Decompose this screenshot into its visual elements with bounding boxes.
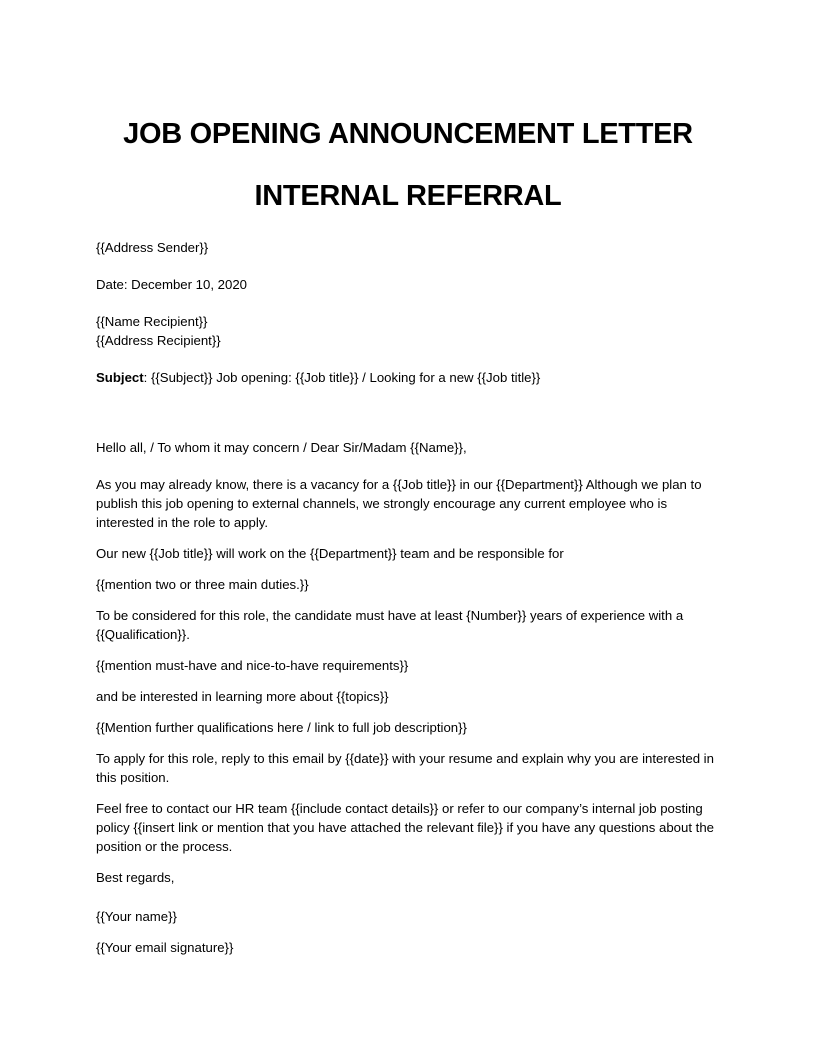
document-title: JOB OPENING ANNOUNCEMENT LETTER <box>123 118 693 150</box>
paragraph-qualifications: {{Mention further qualifications here / link to full job description}} <box>96 720 467 735</box>
letter-body <box>96 238 726 957</box>
paragraph-experience: To be considered for this role, the candidate must have at least {Number}} years of experience with a {{Qualification}}. <box>96 608 684 642</box>
closing: Best regards, <box>96 870 175 885</box>
paragraph-contact: Feel free to contact our HR team {{include contact details}} or refer to our company’s internal job posting policy {{insert link or mention that you have attached the relevant file}} if you have any questions about the position or the process. <box>96 801 715 854</box>
document-subtitle: INTERNAL REFERRAL <box>254 180 562 212</box>
signature-name: {{Your name}} <box>96 909 177 924</box>
subject-text: : {{Subject}} Job opening: {{Job title}} / Looking for a new {{Job title}} <box>143 370 541 385</box>
letter-date: Date: December 10, 2020 <box>96 277 248 292</box>
paragraph-requirements: {{mention must-have and nice-to-have requirements}} <box>96 658 409 673</box>
greeting: Hello all, / To whom it may concern / Dear Sir/Madam {{Name}}, <box>96 440 467 455</box>
paragraph-topics: and be interested in learning more about {{topics}} <box>96 689 389 704</box>
paragraph-apply: To apply for this role, reply to this email by {{date}} with your resume and explain why you are interested in this position. <box>96 751 714 785</box>
paragraph-duties: {{mention two or three main duties.}} <box>96 577 309 592</box>
name-recipient: {{Name Recipient}} <box>96 314 208 329</box>
subject-label: Subject <box>96 370 144 385</box>
subject-line <box>96 368 726 387</box>
address-recipient: {{Address Recipient}} <box>96 333 221 348</box>
paragraph-responsibilities: Our new {{Job title}} will work on the {{Department}} team and be responsible for <box>96 546 564 561</box>
paragraph-vacancy: As you may already know, there is a vacancy for a {{Job title}} in our {{Department}} Although we plan to publish this job opening to external channels, we strongly encourage any current employee who is interested in the role to apply. <box>96 477 702 530</box>
email-signature: {{Your email signature}} <box>96 940 234 955</box>
address-sender: {{Address Sender}} <box>96 240 209 255</box>
